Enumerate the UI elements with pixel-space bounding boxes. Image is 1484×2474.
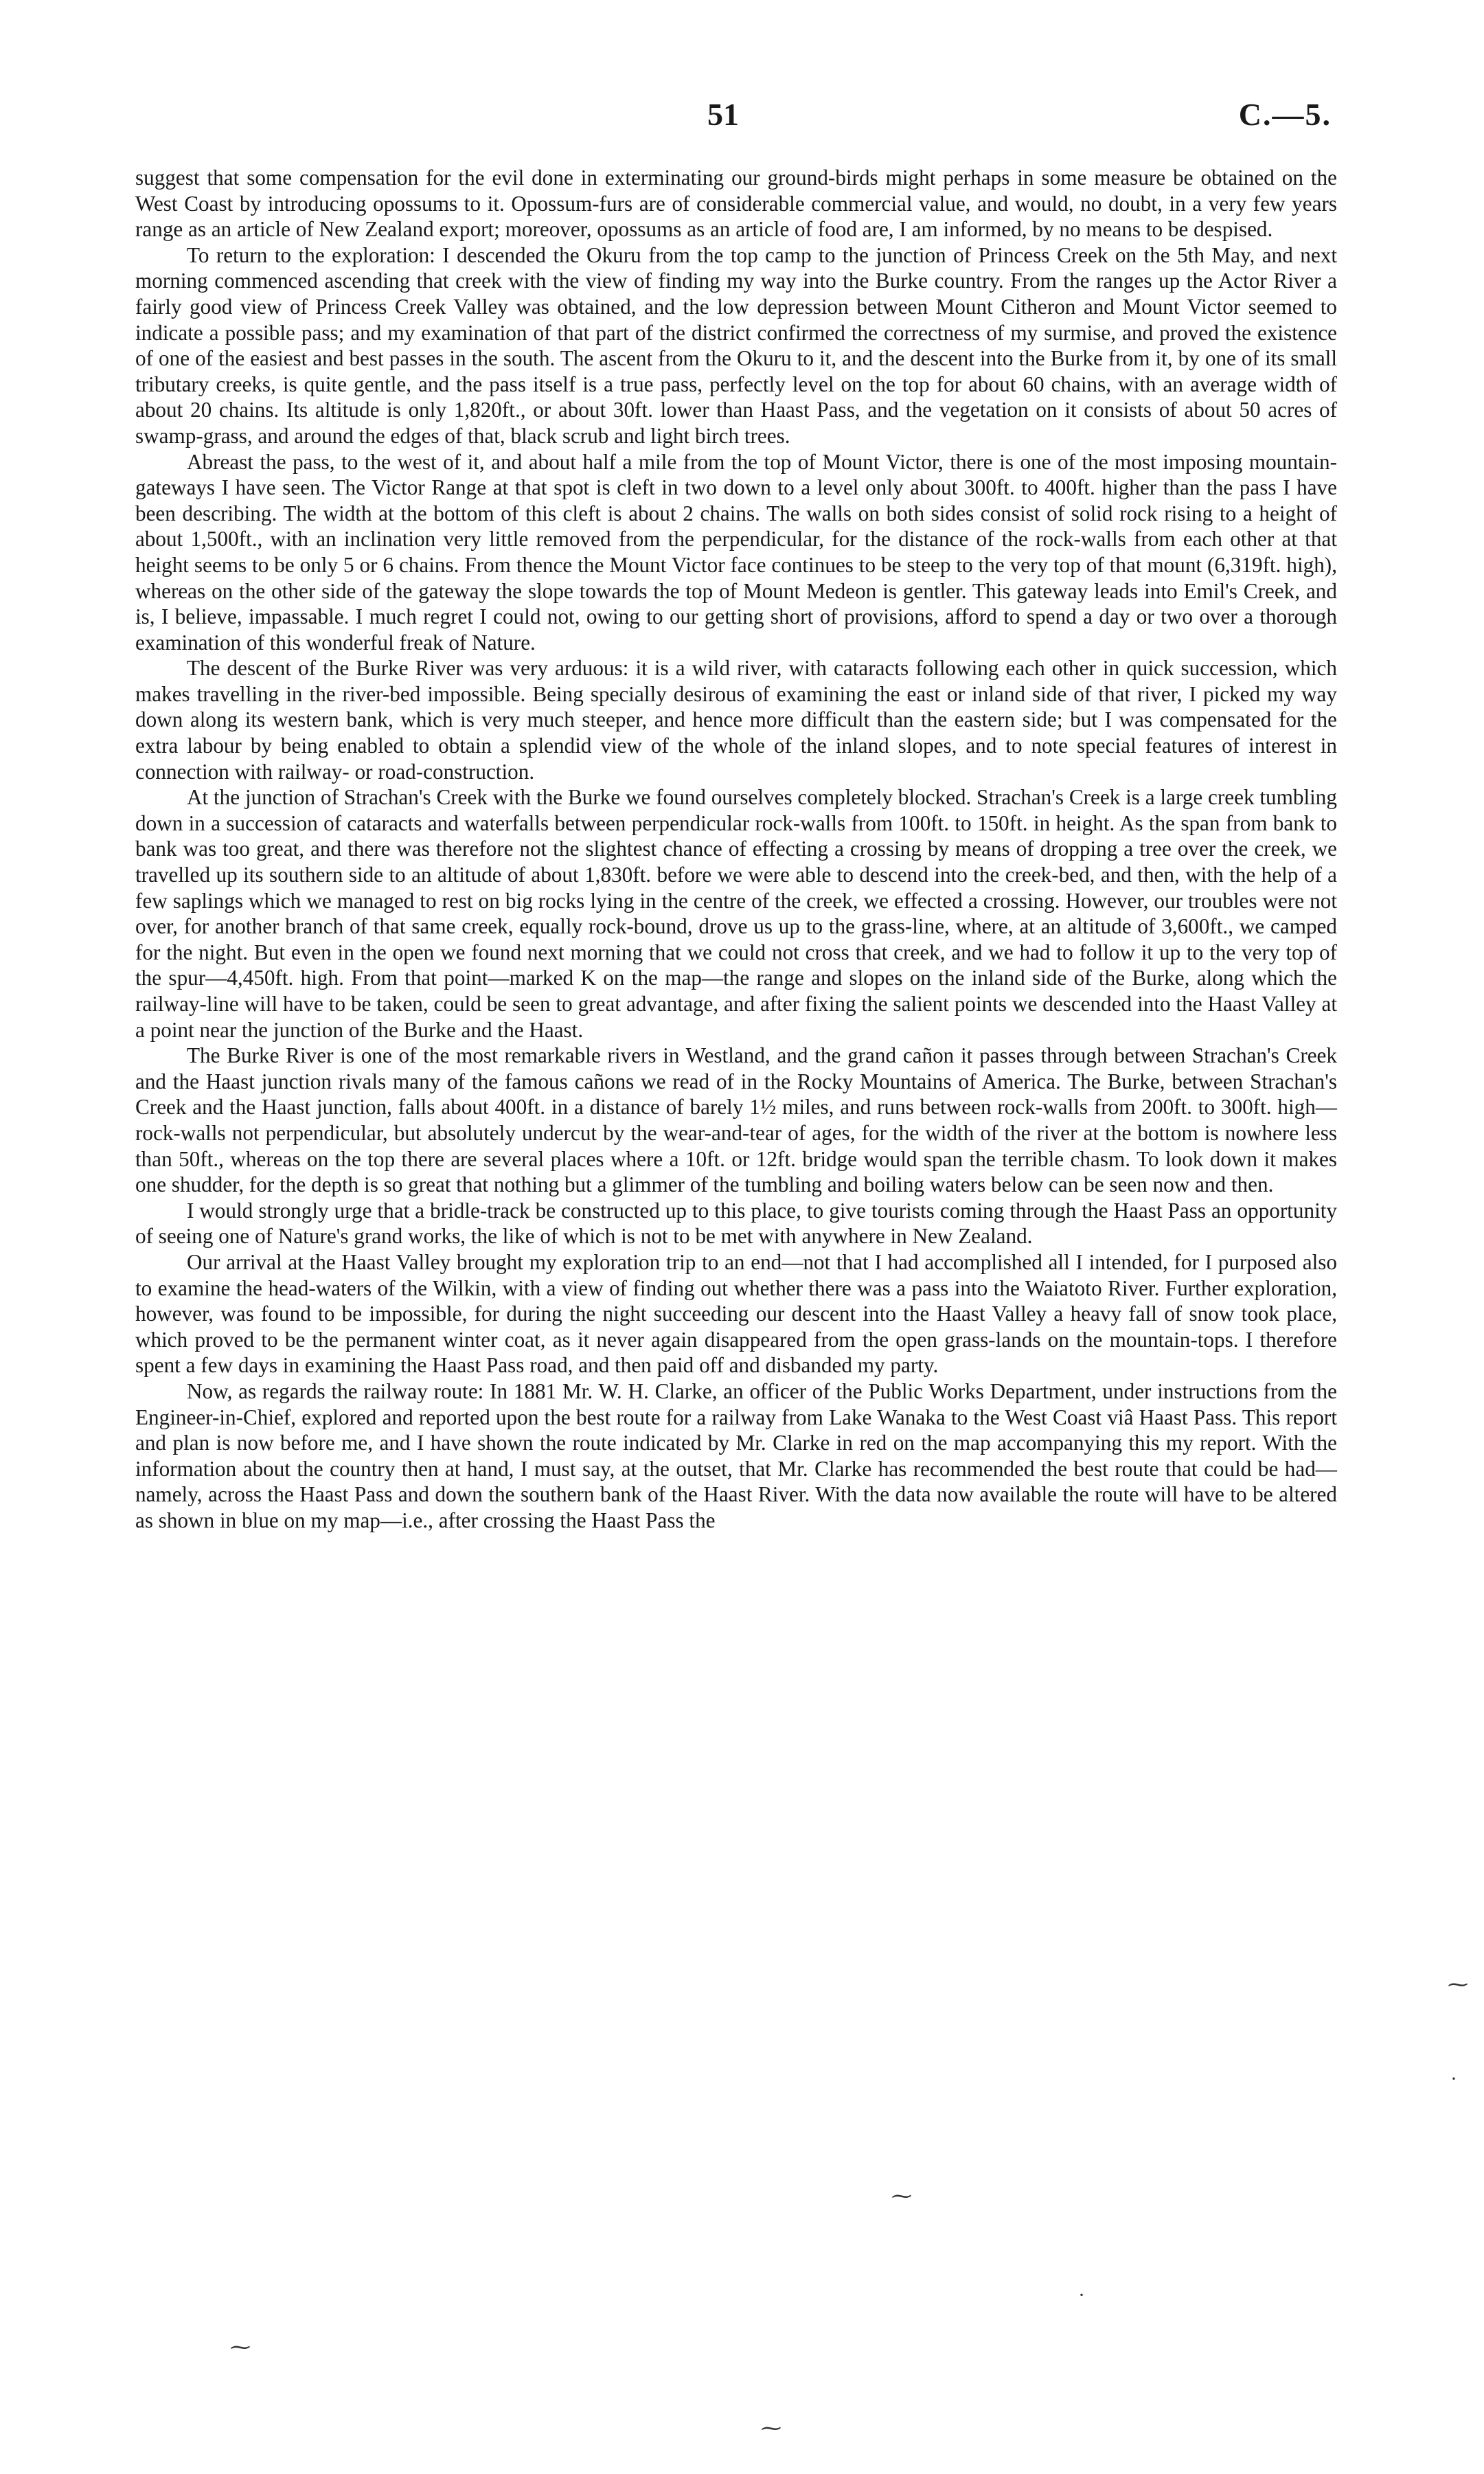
scan-speck: ⁓	[1448, 1973, 1468, 1996]
paragraph: At the junction of Strachan's Creek with the Burke we found ourselves completely blocked. Strachan's Creek is a large creek tumbling down in a succession of cataracts and waterfalls between perpendicular rock-walls from 100ft. to 150ft. in height. As the span from bank to bank was too great, and there was therefore not the slightest chance of effecting a crossing by means of dropping a tree over the creek, we travelled up its southern side to an altitude of about 1,830ft. before we were able to descend into the creek-bed, and then, with the help of a few saplings which we managed to rest on big rocks lying in the centre of the creek, we effected a crossing. However, our troubles were not over, for another branch of that same creek, equally rock-bound, drove us up to the grass-line, where, at an altitude of 3,600ft., we camped for the night. But even in the open we found next morning that we could not cross that creek, and we had to follow it up to the very top of the spur—4,450ft. high. From that point—marked K on the map—the range and slopes on the inland side of the Burke, along which the railway-line will have to be taken, could be seen to great advantage, and after fixing the salient points we descended into the Haast Valley at a point near the junction of the Burke and the Haast.	[135, 785, 1337, 1042]
paragraph: The descent of the Burke River was very arduous: it is a wild river, with cataracts following each other in quick succession, which makes travelling in the river-bed impossible. Being specially desirous of examining the east or inland side of that river, I picked my way down along its western bank, which is very much steeper, and hence more difficult than the eastern side; but I was compensated for the extra labour by being enabled to obtain a splendid view of the whole of the inland slopes, and to note special features of interest in connection with railway- or road-construction.	[135, 656, 1337, 784]
scan-speck: ·	[1450, 2067, 1457, 2090]
scan-speck: ·	[1078, 2284, 1085, 2306]
paragraph: Our arrival at the Haast Valley brought my exploration trip to an end—not that I had accomplished all I intended, for I purposed also to examine the head-waters of the Wilkin, with a view of finding out whether there was a pass into the Waiatoto River. Further exploration, however, was found to be impossible, for during the night succeeding our descent into the Haast Valley a heavy fall of snow took place, which proved to be the permanent winter coat, as it never again disappeared from the open grass-lands on the mountain-tops. I therefore spent a few days in examining the Haast Pass road, and then paid off and disbanded my party.	[135, 1249, 1337, 1378]
scan-speck: ⁓	[230, 2336, 251, 2359]
scan-speck: ⁓	[891, 2185, 912, 2208]
paragraph: suggest that some compensation for the evil done in exterminating our ground-birds might perhaps in some measure be obtained on the West Coast by introducing opossums to it. Opossum-furs are of considerable commercial value, and would, no doubt, in a very few years range as an article of New Zealand export; moreover, opossums as an article of food are, I am informed, by no means to be despised.	[135, 166, 1337, 242]
paragraph: Abreast the pass, to the west of it, and about half a mile from the top of Mount Victor, there is one of the most imposing mountain-gateways I have seen. The Victor Range at that spot is cleft in two down to a level only about 300ft. to 400ft. higher than the pass I have been describing. The width at the bottom of this cleft is about 2 chains. The walls on both sides consist of solid rock rising to a height of about 1,500ft., with an inclination very little removed from the perpendicular, for the distance of the rock-walls from each other at that height seems to be only 5 or 6 chains. From thence the Mount Victor face continues to be steep to the very top of that mount (6,319ft. high), whereas on the other side of the gateway the slope towards the top of Mount Medeon is gentler. This gateway leads into Emil's Creek, and is, I believe, impassable. I much regret I could not, owing to our getting short of provisions, afford to spend a day or two over a thorough examination of this wonderful freak of Nature.	[135, 449, 1337, 655]
scan-speck: ⁓	[761, 2417, 781, 2440]
body-text	[135, 165, 1337, 1533]
paragraph: The Burke River is one of the most remarkable rivers in Westland, and the grand cañon it passes through between Strachan's Creek and the Haast junction rivals many of the famous cañons we read of in the Rocky Mountains of America. The Burke, between Strachan's Creek and the Haast junction, falls about 400ft. in a distance of barely 1½ miles, and runs between rock-walls from 200ft. to 300ft. high—rock-walls not perpendicular, but absolutely undercut by the wear-and-tear of ages, for the width of the river at the bottom is nowhere less than 50ft., whereas on the top there are several places where a 10ft. or 12ft. bridge would span the terrible chasm. To look down it makes one shudder, for the depth is so great that nothing but a glimmer of the tumbling and boiling waters below can be seen now and then.	[135, 1043, 1337, 1197]
page-number: 51	[707, 97, 739, 132]
paragraph: To return to the exploration: I descended the Okuru from the top camp to the junction of Princess Creek on the 5th May, and next morning commenced ascending that creek with the view of finding my way into the Burke country. From the ranges up the Actor River a fairly good view of Princess Creek Valley was obtained, and the low depression between Mount Citheron and Mount Victor seemed to indicate a possible pass; and my examination of that part of the district confirmed the correctness of my surmise, and proved the existence of one of the easiest and best passes in the south. The ascent from the Okuru to it, and the descent into the Burke from it, by one of its small tributary creeks, is quite gentle, and the pass itself is a true pass, perfectly level on the top for about 60 chains, with an average width of about 20 chains. Its altitude is only 1,820ft., or about 30ft. lower than Haast Pass, and the vegetation on it consists of about 50 acres of swamp-grass, and around the edges of that, black scrub and light birch trees.	[135, 242, 1337, 448]
paragraph: I would strongly urge that a bridle-track be constructed up to this place, to give tourists coming through the Haast Pass an opportunity of seeing one of Nature's grand works, the like of which is not to be met with anywhere in New Zealand.	[135, 1198, 1337, 1249]
document-reference: C.—5.	[1238, 97, 1332, 132]
paragraph: Now, as regards the railway route: In 1881 Mr. W. H. Clarke, an officer of the Public Works Department, under instructions from the Engineer-in-Chief, explored and reported upon the best route for a railway from Lake Wanaka to the West Coast viâ Haast Pass. This report and plan is now before me, and I have shown the route indicated by Mr. Clarke in red on the map accompanying this my report. With the information about the country then at hand, I must say, at the outset, that Mr. Clarke has recommended the best route that could be had—namely, across the Haast Pass and down the southern bank of the Haast River. With the data now available the route will have to be altered as shown in blue on my map—i.e., after crossing the Haast Pass the	[135, 1378, 1337, 1532]
page-header	[0, 96, 1484, 137]
